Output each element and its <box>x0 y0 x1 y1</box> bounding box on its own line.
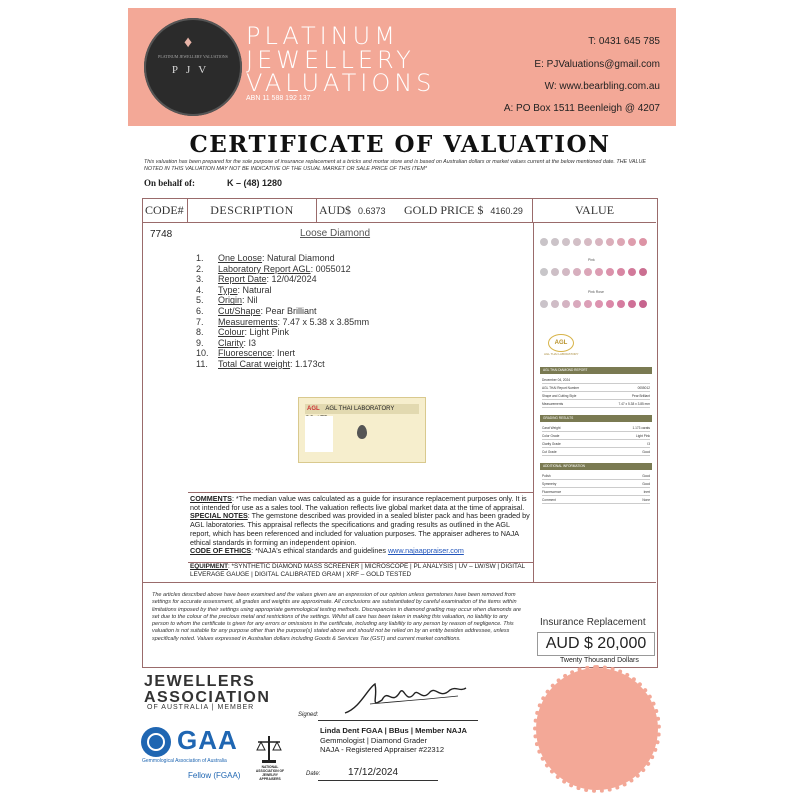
report-line <box>542 473 650 480</box>
brand-line-2: JEWELLERY <box>246 46 415 74</box>
spec-item <box>196 274 369 285</box>
comments-block <box>190 495 530 556</box>
spec-value: : Light Pink <box>244 327 290 338</box>
equipment-label: EQUIPMENT <box>190 563 228 570</box>
report-line <box>542 393 650 400</box>
grader-name: Linda Dent FGAA | BBus | Member NAJA <box>320 726 467 735</box>
color-swatch-stone <box>639 268 647 276</box>
spec-value: : 7.47 x 5.38 x 3.85mm <box>277 316 370 327</box>
spec-key: Type <box>218 284 238 295</box>
color-swatch-stone <box>617 300 625 308</box>
color-swatch-stone <box>639 238 647 246</box>
color-swatch-stone <box>628 300 636 308</box>
spec-item <box>196 348 369 359</box>
ja-line-2: ASSOCIATION <box>144 689 271 706</box>
agl-logo: AGL <box>548 334 574 352</box>
ethics-text: : *NAJA's ethical standards and guidelines <box>251 546 388 556</box>
color-swatch-stone <box>639 300 647 308</box>
color-swatch-stone <box>562 300 570 308</box>
agl-card-header <box>305 404 419 414</box>
agl-card-logo: AGL <box>307 406 320 412</box>
grader-naja: NAJA - Registered Appraiser #22312 <box>320 745 445 755</box>
report-line <box>542 497 650 504</box>
color-swatch-stone <box>584 268 592 276</box>
spec-key: One Loose <box>218 253 263 263</box>
value-column-divider <box>533 222 534 582</box>
spec-key: Laboratory Report AGL <box>218 263 311 274</box>
ethics-label: CODE OF ETHICS <box>190 546 252 556</box>
spec-list <box>196 253 369 370</box>
report-line-value: Pear Brilliant <box>631 394 650 398</box>
pear-diamond-image <box>357 425 367 439</box>
spec-key: Origin <box>218 295 243 306</box>
report-section-header: AGL THAI DIAMOND REPORT <box>540 367 652 374</box>
stone-row-1 <box>538 238 652 256</box>
header-code: CODE# <box>142 198 188 222</box>
spec-key: Fluorescence <box>218 348 273 359</box>
header-gold-price <box>404 198 533 222</box>
color-swatch-stone <box>606 238 614 246</box>
spec-item <box>196 306 369 317</box>
report-line-value: Good <box>642 474 650 478</box>
agl-card-title: AGL THAI LABORATORY <box>325 406 395 412</box>
color-swatch-stone <box>584 238 592 246</box>
report-line <box>542 377 650 384</box>
color-swatch-stone <box>562 238 570 246</box>
ja-member-subtitle: OF AUSTRALIA | MEMBER <box>147 704 255 711</box>
spec-number: 6. <box>196 305 204 316</box>
comments-label: COMMENTS <box>190 494 232 503</box>
spec-item <box>196 285 369 296</box>
agl-card-label <box>305 416 333 452</box>
report-line-key: Clarity Grade <box>542 442 561 446</box>
spec-value: : 12/04/2024 <box>266 274 317 285</box>
equipment-block <box>190 563 530 579</box>
report-line-key: Cut Grade <box>542 450 557 454</box>
item-title: Loose Diamond <box>300 228 371 239</box>
on-behalf-label: On behalf of: <box>144 178 196 188</box>
agl-logo-subtitle: AGL THAI LABORATORY <box>544 352 579 356</box>
spec-item <box>196 264 369 275</box>
spec-value: : Natural Diamond <box>262 253 335 263</box>
report-line-key: Symmetry <box>542 482 557 486</box>
on-behalf-value: K – (48) 1280 <box>227 178 283 188</box>
color-swatch-stone <box>606 300 614 308</box>
aud-value: 0.6373 <box>358 206 386 216</box>
spec-key: Colour <box>218 327 245 338</box>
spec-number: 5. <box>196 295 204 306</box>
spec-key: Cut/Shape <box>218 305 261 316</box>
row-caption-pink-rose: Pink Rose <box>588 290 604 294</box>
diamond-icon: ♦ <box>184 34 193 51</box>
report-line-value: 0055012 <box>637 386 650 390</box>
report-line-key: Color Grade <box>542 434 560 438</box>
gaa-full-name: Gemmological Association of Australia <box>142 758 227 764</box>
report-section-header: GRADING RESULTS <box>540 415 652 422</box>
grader-role: Gemmologist | Diamond Grader <box>320 735 428 745</box>
gold-value: 4160.29 <box>490 206 523 216</box>
certificate-title: CERTIFICATE OF VALUATION <box>189 131 611 158</box>
color-swatch-stone <box>540 268 548 276</box>
spec-key: Clarity <box>218 337 244 348</box>
company-logo <box>144 18 242 116</box>
logo-ring-text: PLATINUM JEWELLERY VALUATIONS <box>158 54 228 59</box>
report-line-value: I3 <box>647 442 650 446</box>
brand-line-3: VALUATIONS <box>246 69 436 97</box>
color-swatch-stone <box>562 268 570 276</box>
ja-line-1: JEWELLERS <box>144 673 256 690</box>
color-swatch-stone <box>606 268 614 276</box>
color-swatch-stone <box>551 268 559 276</box>
company-seal <box>536 668 658 790</box>
special-notes-label: SPECIAL NOTES <box>190 511 248 521</box>
report-line <box>542 433 650 440</box>
header-value: VALUE <box>574 203 615 217</box>
comments-divider <box>188 492 533 493</box>
report-line-key: Shape and Cutting Style <box>542 394 577 398</box>
spec-value: : Inert <box>272 348 296 359</box>
color-swatch-stone <box>595 268 603 276</box>
spec-number: 7. <box>196 316 204 327</box>
naja-logo-text: NATIONAL ASSOCIATION OF JEWELRY APPRAISERS <box>255 765 285 781</box>
insurance-amount-words: Twenty Thousand Dollars <box>560 657 639 664</box>
report-line <box>542 449 650 456</box>
valuation-disclaimer: This valuation has been prepared for the sole purpose of insurance replacement at a bricks and mortar store and is based on Australian dollars or market values current at the below mentioned date. THE VALUE NOTED IN THIS VALUATION MAY NOT BE INDICATIVE OF THE USUAL MARKET OR SALE PRICE OF THIS ITEM* <box>144 159 647 172</box>
spec-value: : Nil <box>242 295 258 306</box>
spec-number: 8. <box>196 327 204 338</box>
spec-item <box>196 338 369 349</box>
color-swatch-stone <box>584 300 592 308</box>
report-line-value: 1.173 carats <box>632 426 650 430</box>
spec-number: 10. <box>196 348 209 359</box>
gold-label: GOLD PRICE $ <box>404 203 484 217</box>
gaa-globe-icon <box>141 727 171 757</box>
signed-label: Signed: <box>298 712 319 718</box>
spec-key: Total Carat weight <box>218 358 291 369</box>
spec-key: Report Date <box>218 274 267 285</box>
report-line <box>542 441 650 448</box>
jewellers-association-logo <box>144 674 270 706</box>
color-swatch-stone <box>551 238 559 246</box>
brand-line-1: PLATINUM <box>246 22 399 50</box>
report-line-key: Measurements <box>542 402 564 406</box>
spec-value: : 1.173ct <box>290 358 325 369</box>
spec-item <box>196 253 369 264</box>
report-line-value: None <box>642 498 650 502</box>
spec-number: 4. <box>196 284 204 295</box>
spec-item <box>196 295 369 306</box>
handwritten-signature <box>340 678 470 718</box>
report-line-key: Carat Weight <box>542 426 561 430</box>
naja-link[interactable]: www.najaappraiser.com <box>387 546 464 556</box>
color-swatch-stone <box>551 300 559 308</box>
equipment-text: : *SYNTHETIC DIAMOND MASS SCREENER | MICROSCOPE | PL ANALYSIS | UV – LW/SW | DIGITAL LEVERAGE GAUGE | DIGITAL CALIBRATED GRAM | XRF – GOLD TESTED <box>190 563 525 578</box>
date-value: 17/12/2024 <box>348 767 399 778</box>
spec-number: 11. <box>196 358 208 369</box>
color-swatch-stone <box>595 300 603 308</box>
report-line-value: Good <box>642 482 650 486</box>
stone-row-2 <box>538 268 652 286</box>
comments-text: : *The median value was calculated as a guide for insurance replacement purposes only. It is not intended for use as a sales tool. The valuation reflects live global market data at the time of appraisal. <box>190 494 527 512</box>
header-description: DESCRIPTION <box>188 198 317 222</box>
spec-item <box>196 327 369 338</box>
grader-details <box>320 726 467 755</box>
table-header-row <box>142 198 656 223</box>
table-bottom-divider <box>142 582 656 583</box>
spec-value: : 0055012 <box>310 263 351 274</box>
contact-web: W: www.bearbling.com.au <box>544 81 660 92</box>
contact-address: A: PO Box 1511 Beenleigh @ 4207 <box>503 103 660 114</box>
abn-number: ABN 11 588 192 137 <box>246 95 311 102</box>
report-line-value: 7.47 x 5.38 x 3.85 mm <box>618 402 650 406</box>
color-swatch-stone <box>617 238 625 246</box>
report-line-key: Polish <box>542 474 551 478</box>
report-line-value: Inert <box>643 490 650 494</box>
color-swatch-stone <box>573 238 581 246</box>
insurance-label: Insurance Replacement <box>540 617 646 628</box>
signature-line <box>318 720 478 721</box>
report-line-value: Light Pink <box>636 434 650 438</box>
color-swatch-stone <box>540 300 548 308</box>
report-line <box>542 401 650 408</box>
spec-number: 2. <box>196 263 204 274</box>
color-swatch-stone <box>573 300 581 308</box>
date-label: Date: <box>306 771 321 777</box>
date-line <box>318 780 438 781</box>
report-line <box>542 481 650 488</box>
color-swatch-stone <box>573 268 581 276</box>
report-line-key: December 04, 2024 <box>542 378 570 382</box>
spec-number: 9. <box>196 337 204 348</box>
contact-email: E: PJValuations@gmail.com <box>534 59 660 70</box>
spec-key: Measurements <box>218 316 278 327</box>
spec-item <box>196 359 369 370</box>
report-line-key: Fluorescence <box>542 490 562 494</box>
stone-row-3 <box>538 300 652 318</box>
spec-value: : Natural <box>237 284 272 295</box>
contact-phone: T: 0431 645 785 <box>588 36 660 47</box>
color-swatch-stone <box>617 268 625 276</box>
report-line-key: AGL THAI Report Number <box>542 386 580 390</box>
gaa-logo-text: GAA <box>177 725 238 755</box>
spec-number: 3. <box>196 274 204 285</box>
color-swatch-stone <box>628 238 636 246</box>
special-notes-text: : The gemstone described was provided in a sealed blister pack and has been graded by AGL laboratories. This appraisal reflects the specifications and grading results as outlined in the AGL report, which has been referenced and included for valuation purposes. The appraiser adheres to NAJA ethical standards in forming an independent opinion. <box>190 511 530 547</box>
insurance-amount: AUD $ 20,000 <box>537 632 655 656</box>
color-swatch-stone <box>628 268 636 276</box>
report-line <box>542 425 650 432</box>
aud-label: AUD$ <box>319 203 351 217</box>
report-line <box>542 385 650 392</box>
scales-icon <box>256 734 282 764</box>
gaa-fellow: Fellow (FGAA) <box>188 771 241 780</box>
row-caption-pink: Pink <box>588 258 595 262</box>
spec-value: : I3 <box>243 337 257 348</box>
color-swatch-stone <box>595 238 603 246</box>
spec-value: : Pear Brilliant <box>260 305 317 316</box>
spec-number: 1. <box>196 253 204 263</box>
legal-footer-text: The articles described above have been examined and the values given are an expression of our opinion unless gemstones have been removed from settings for accurate assessment, all grades and weights are approximate. All conclusions are substantiated by careful examination of the items within limitations imposed by their settings using appropriate gemmological testing methods. Discrepancies in diamond grading may occur when diamonds are set due to the colour of the precious metal and restrictions of the settings. Whilst all care has been taken in making this valuation, no liability to any person to whom the certificate is given for any errors or omissions in the certificate, including any liability to any person by reason of negligence. This valuation is not suitable for any purpose other than the purpose(s) stated above and should not be relied on by an entity besides addressee, unless specifically noted. Values expressed in Australian dollars including Goods & Services Tax (GST) and current market conditions. <box>152 592 521 642</box>
report-line <box>542 489 650 496</box>
report-line-key: Comment <box>542 498 556 502</box>
report-section-header: ADDITIONAL INFORMATION <box>540 463 652 470</box>
agl-blister-card <box>298 397 426 463</box>
spec-item <box>196 317 369 328</box>
report-line-value: Good <box>642 450 650 454</box>
item-code: 7748 <box>150 229 173 240</box>
color-swatch-stone <box>540 238 548 246</box>
header-aud <box>316 198 404 222</box>
logo-initials: PJV <box>171 64 215 76</box>
